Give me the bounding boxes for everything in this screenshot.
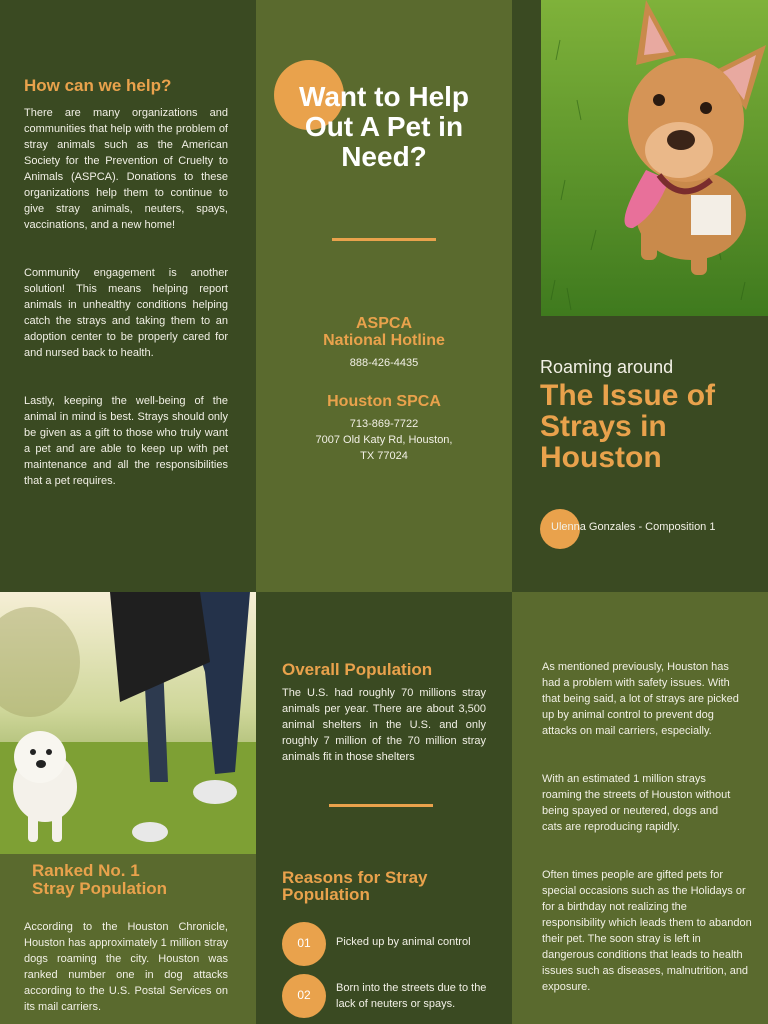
reason-text: Born into the streets due to the lack of neuters or spays. [336,982,487,1010]
houston-spca-phone[interactable]: 713-869-7722 [349,418,419,430]
aspca-name: ASPCA [355,315,412,332]
aspca-phone[interactable]: 888-426-4435 [349,357,419,369]
aspca-hotline-label: National Hotline [323,332,445,349]
houston-spca-address-1: 7007 Old Katy Rd, Houston, [315,434,453,446]
smiling-dog-illustration [541,0,768,316]
cover-title-line-2: Strays in [540,410,667,443]
cover-title-line-1: The Issue of [540,379,716,412]
ranked-text: According to the Houston Chronicle, Houston has approximately 1 million stray dogs roaming the city. Houston was ranked number one in dog attacks according to the U.S. Postal Services on its mail carriers. [24,921,228,1013]
panel-how-can-we-help [0,0,256,592]
safety-paragraph-2: With an estimated 1 million strays roaming the streets of Houston without being spayed or neutered, dogs and cats are reproducing rapidly. [542,773,731,833]
dog-photo [541,0,768,316]
reason-number: 02 [297,988,311,1002]
safety-paragraph-1: As mentioned previously, Houston has had a problem with safety issues. With that being said, a lot of strays are picked up by animal control to prevent dog attacks on mail carriers, especially. [542,661,739,737]
population-divider [329,804,433,807]
panel-cover [512,0,768,592]
cover-kicker: Roaming around [540,357,674,377]
reasons-title-line-1: Reasons for Stray [282,868,428,887]
ranked-title-line-1: Ranked No. 1 [32,861,140,880]
houston-spca-name: Houston SPCA [327,393,441,410]
fluffy-dog-illustration [0,592,256,854]
panel-safety [512,592,768,1024]
help-paragraph-2: Community engagement is another solution! This means helping report animals in unhealthy conditions helping catch the strays and taking them to an adoption center to be properly cared for and nursed back to health. [24,267,228,359]
walking-dog-photo [0,592,256,854]
reasons-title-line-2: Population [282,885,370,904]
panel-call-to-action [256,0,512,592]
houston-spca-address-2: TX 77024 [360,450,408,462]
author-credit: Ulenna Gonzales - Composition 1 [551,521,716,533]
panel-population [256,592,512,1024]
cta-title: Want to Help Out A Pet in Need? [298,81,470,172]
divider-rule [332,238,436,241]
cover-title-line-3: Houston [540,441,662,474]
ranked-title-line-2: Stray Population [32,879,168,898]
safety-paragraph-3: Often times people are gifted pets for special occasions such as the Holidays or for a birthday not realizing the responsibility which leads them to abandon their pet. The soon stray is left in dangerous conditions that leads to health issues such as diseases, malnutrition, and exposure. [542,869,752,993]
reason-text: Picked up by animal control [336,936,471,948]
overall-population-heading: Overall Population [282,660,433,679]
overall-population-text: The U.S. had roughly 70 millions stray animals per year. There are about 3,500 animal shelters in the U.S. and only roughly 7 million of the 70 million stray animals fit in those shelters [282,687,486,763]
help-paragraph-1: There are many organizations and communities that help with the problem of stray animals such as the American Society for the Prevention of Cruelty to Animals (ASPCA). Donations to these organizations help them to continue to give stray animals, neuters, spays, vaccinations, and a new home! [24,107,228,231]
how-can-we-help-heading: How can we help? [24,76,172,95]
reason-number: 01 [297,936,311,950]
help-paragraph-3: Lastly, keeping the well-being of the animal in mind is best. Strays should only be given as a gift to those who truly want a pet and are able to keep up with pet maintenance and all the responsibilities that a pet requires. [24,395,228,487]
panel-ranked [0,592,256,1024]
